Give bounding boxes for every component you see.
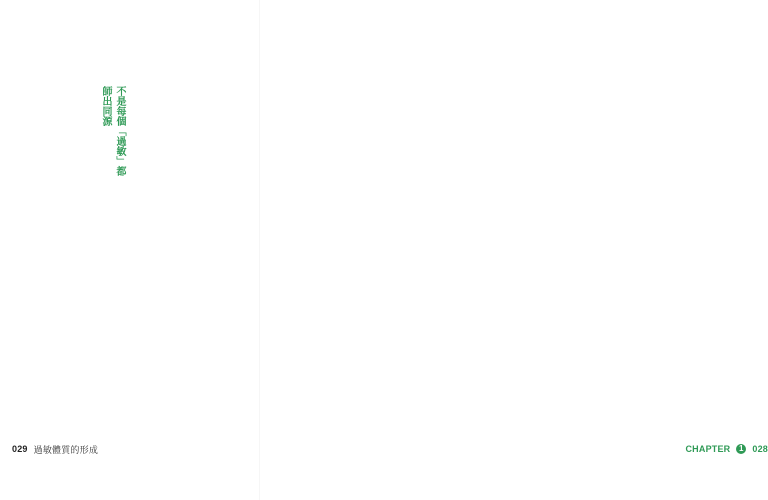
chapter-number-badge: 1 xyxy=(736,444,746,454)
left-running-head: 過敏體質的形成 xyxy=(33,444,99,455)
left-page-subheading: 不是每個「過敏」都師出同源 xyxy=(100,86,125,176)
right-page-text xyxy=(282,86,492,336)
right-page-number: 028 xyxy=(752,444,768,454)
right-footer xyxy=(532,442,768,456)
right-page xyxy=(260,0,768,500)
left-page xyxy=(0,0,260,500)
right-running-head: CHAPTER xyxy=(685,444,731,454)
left-page-top-text xyxy=(126,86,216,336)
left-page-bottom-text xyxy=(16,86,110,336)
left-footer xyxy=(12,442,248,456)
left-page-number: 029 xyxy=(12,444,28,454)
